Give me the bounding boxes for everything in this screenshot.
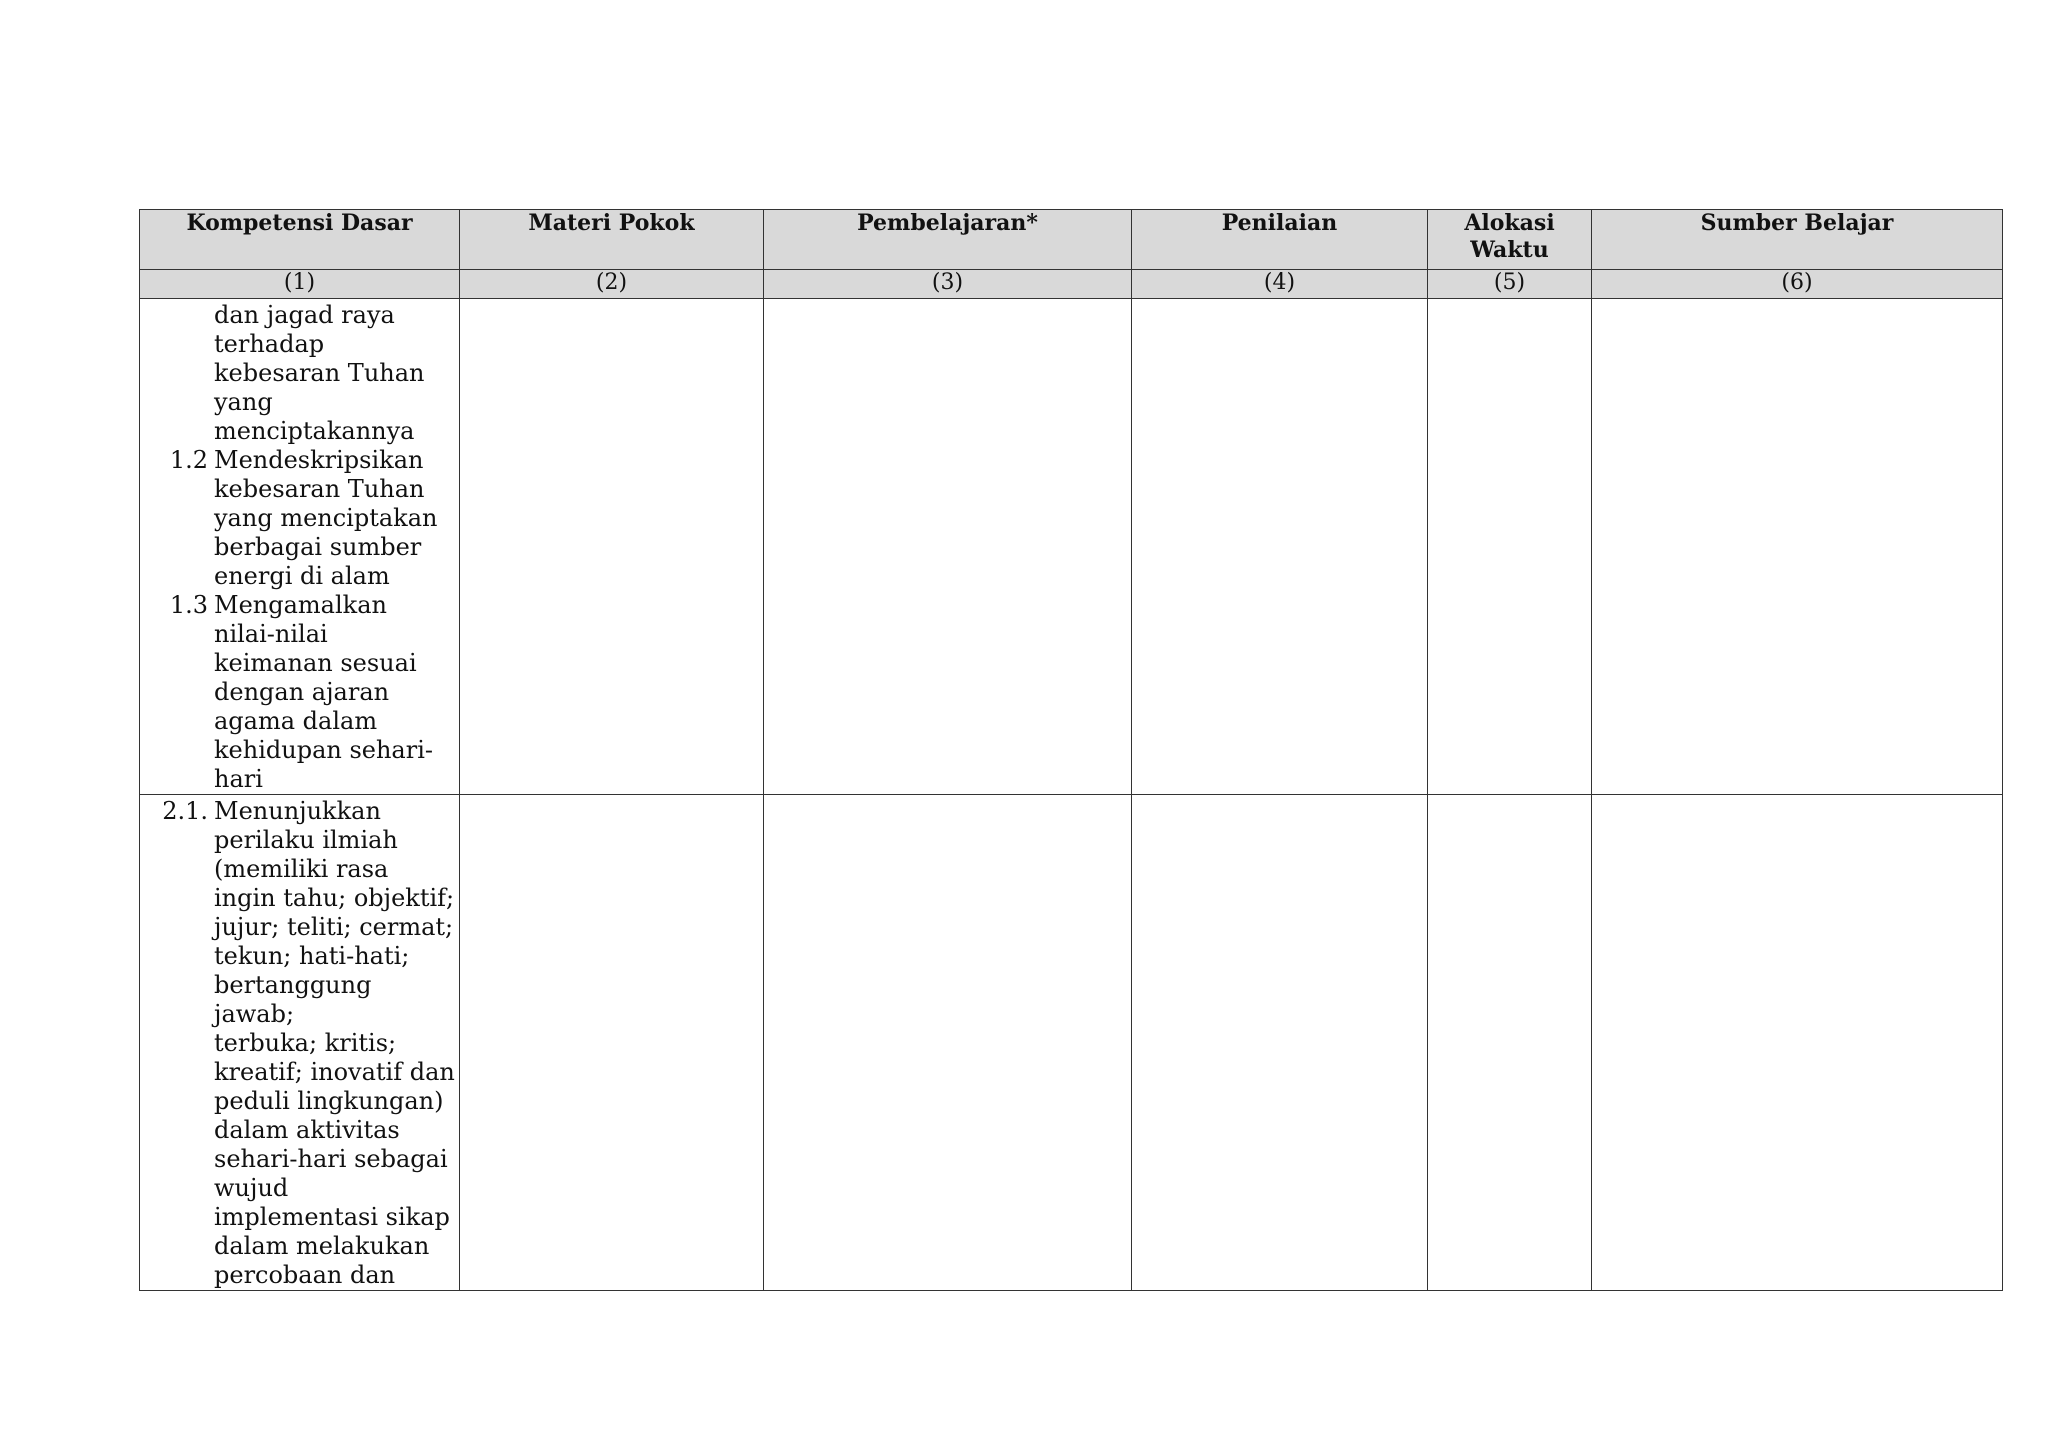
kd-text: Mendeskripsikan kebesaran Tuhan yang menciptakan berbagai sumber energi di alam <box>214 446 438 590</box>
pembelajaran-cell <box>764 299 1132 795</box>
kd-item <box>140 446 459 591</box>
kompetensi-dasar-cell <box>140 795 460 1291</box>
kd-text: Mengamalkan nilai-nilai keimanan sesuai dengan ajaran agama dalam kehidupan sehari- hari <box>214 591 433 793</box>
table-row <box>140 795 2003 1291</box>
materi-pokok-cell <box>460 299 764 795</box>
penilaian-cell <box>1132 299 1428 795</box>
pembelajaran-cell <box>764 795 1132 1291</box>
sumber-belajar-cell <box>1592 795 2003 1291</box>
header-sumber-belajar: Sumber Belajar <box>1592 210 2003 270</box>
kd-item <box>140 591 459 794</box>
header-pembelajaran: Pembelajaran* <box>764 210 1132 270</box>
header-kompetensi-dasar: Kompetensi Dasar <box>140 210 460 270</box>
materi-pokok-cell <box>460 795 764 1291</box>
kd-continuation <box>140 301 459 446</box>
alokasi-waktu-cell <box>1428 795 1592 1291</box>
header-alokasi-waktu: Alokasi Waktu <box>1428 210 1592 270</box>
column-number-3: (3) <box>764 270 1132 299</box>
column-number-6: (6) <box>1592 270 2003 299</box>
alokasi-waktu-cell <box>1428 299 1592 795</box>
header-penilaian: Penilaian <box>1132 210 1428 270</box>
kd-continuation-text: dan jagad raya terhadap kebesaran Tuhan yang menciptakannya <box>214 301 425 445</box>
column-number-4: (4) <box>1132 270 1428 299</box>
header-row <box>140 210 2003 270</box>
kd-number: 2.1. <box>162 797 208 825</box>
syllabus-table <box>139 209 2003 1291</box>
table-row <box>140 299 2003 795</box>
kd-number: 1.2 <box>169 446 208 474</box>
column-number-1: (1) <box>140 270 460 299</box>
kd-number: 1.3 <box>169 591 208 619</box>
kompetensi-dasar-cell <box>140 299 460 795</box>
penilaian-cell <box>1132 795 1428 1291</box>
sumber-belajar-cell <box>1592 299 2003 795</box>
kd-item <box>140 797 459 1290</box>
kd-text: Menunjukkan perilaku ilmiah (memiliki rasa ingin tahu; objektif; jujur; teliti; cermat; tekun; hati-hati; bertanggung jawab; terbuka; kritis; kreatif; inovatif dan peduli lingkungan) dalam aktivitas sehari-hari sebagai wujud implementasi sikap dalam melakukan percobaan dan <box>214 797 455 1289</box>
header-materi-pokok: Materi Pokok <box>460 210 764 270</box>
column-number-5: (5) <box>1428 270 1592 299</box>
column-number-row <box>140 270 2003 299</box>
column-number-2: (2) <box>460 270 764 299</box>
